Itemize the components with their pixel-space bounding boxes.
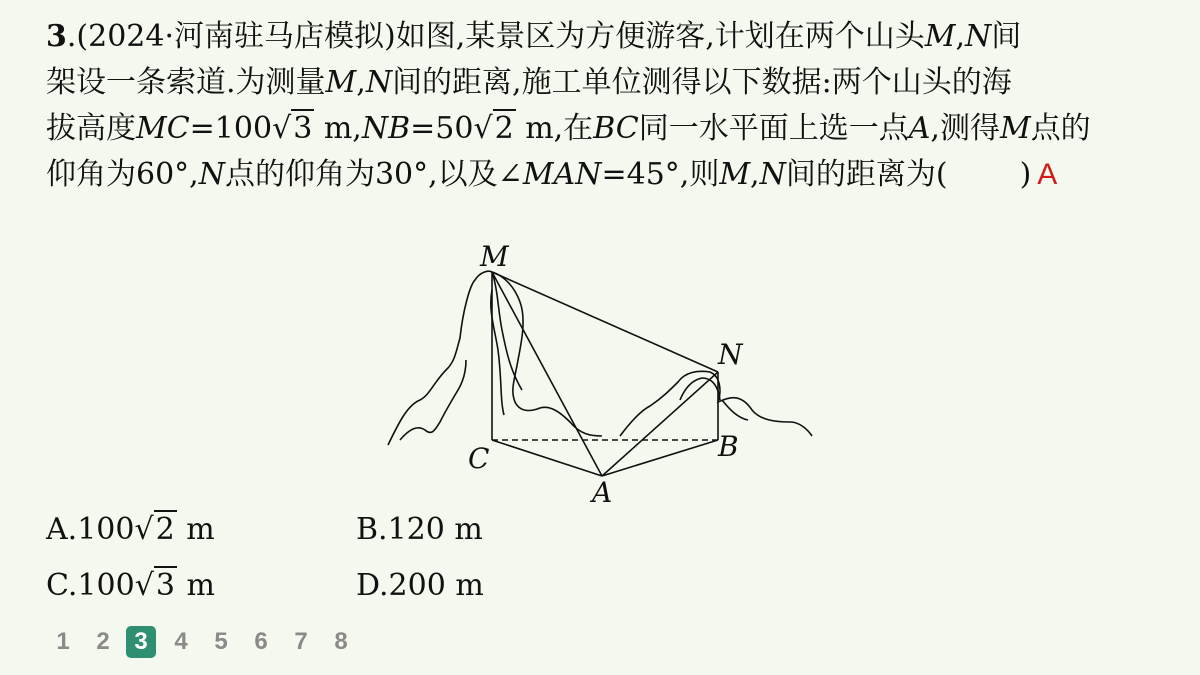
var-M: M <box>924 19 956 54</box>
var-N: N <box>198 157 225 192</box>
text-segment: 拔高度 <box>46 111 136 146</box>
option-a-unit: m <box>176 512 215 547</box>
left-mountain-inner <box>400 360 466 440</box>
var-M: M <box>325 65 357 100</box>
text-segment: m, <box>314 111 362 146</box>
page-1[interactable]: 1 <box>56 628 70 655</box>
var-N: N <box>965 19 992 54</box>
radicand: 2 <box>155 512 175 547</box>
option-d[interactable] <box>356 568 484 603</box>
right-mountain-outline <box>620 371 812 436</box>
text-segment: m,在 <box>515 111 594 146</box>
text-segment: 同一水平面上选一点 <box>638 111 909 146</box>
option-c-text: C.100 <box>46 568 135 603</box>
sqrt-symbol: √2 <box>134 512 175 547</box>
option-a-text: A.100 <box>46 512 135 547</box>
text-segment: 如图,某景区为方便游客,计划在两个山头 <box>395 19 925 54</box>
text-segment: 仰角为60°, <box>46 157 199 192</box>
var-BC: BC <box>593 111 639 146</box>
line-BA <box>602 440 718 476</box>
text-segment: =45°,则 <box>601 157 720 192</box>
answer-mark: A <box>1037 158 1058 191</box>
var-NB: NB <box>361 111 411 146</box>
text-segment: 间 <box>991 19 1022 54</box>
question-line-3 <box>46 106 1156 152</box>
label-B: B <box>718 430 739 463</box>
text-segment: 点的 <box>1030 111 1091 146</box>
text-segment: ) <box>1019 157 1032 192</box>
var-N: N <box>365 65 393 100</box>
question-source: .(2024·河南驻马店模拟) <box>66 19 396 54</box>
var-N: N <box>759 157 786 192</box>
var-A: A <box>908 111 931 146</box>
text-segment: , <box>955 19 966 54</box>
line-NA <box>602 372 718 476</box>
question-number: 3 <box>46 19 67 54</box>
var-M: M <box>999 111 1031 146</box>
question-line-1 <box>46 14 1156 60</box>
page-5[interactable]: 5 <box>214 628 228 655</box>
sqrt-symbol: √2 <box>473 111 514 146</box>
question-line-4 <box>46 152 1156 198</box>
text-segment: , <box>356 65 366 100</box>
text-segment: 架设一条索道.为测量 <box>46 65 326 100</box>
label-C: C <box>468 442 490 475</box>
sqrt-symbol: √3 <box>272 111 313 146</box>
line-MN <box>492 272 718 372</box>
radicand: 2 <box>494 111 514 146</box>
question-text <box>46 14 1156 198</box>
page-6[interactable]: 6 <box>254 628 268 655</box>
left-mountain-ridge <box>492 272 522 390</box>
option-b-text: B.120 m <box>356 512 483 547</box>
var-M: M <box>719 157 751 192</box>
label-M: M <box>480 240 509 273</box>
text-segment: 间的距离,施工单位测得以下数据:两个山头的海 <box>392 65 1012 100</box>
option-c[interactable] <box>46 568 215 603</box>
text-segment: ,测得 <box>930 111 1000 146</box>
radicand: 3 <box>155 568 175 603</box>
label-A: A <box>592 476 613 509</box>
left-mountain-outline <box>388 271 602 445</box>
text-segment: =50 <box>410 111 474 146</box>
page-2[interactable]: 2 <box>96 628 110 655</box>
text-segment: 点的仰角为30°,以及∠ <box>224 157 523 192</box>
sqrt-symbol: √3 <box>134 568 175 603</box>
page-8[interactable]: 8 <box>334 628 348 655</box>
geometry-figure <box>380 240 820 515</box>
text-segment: =100 <box>189 111 273 146</box>
radicand: 3 <box>293 111 313 146</box>
question-line-2 <box>46 60 1156 106</box>
option-d-text: D.200 m <box>356 568 484 603</box>
option-b[interactable] <box>356 512 483 547</box>
figure-svg <box>380 240 820 515</box>
option-a[interactable] <box>46 512 215 547</box>
page-4[interactable]: 4 <box>174 628 188 655</box>
text-segment: 间的距离为( <box>785 157 948 192</box>
var-MAN: MAN <box>522 157 602 192</box>
option-c-unit: m <box>176 568 215 603</box>
page-7[interactable]: 7 <box>294 628 308 655</box>
right-ridge <box>722 400 748 420</box>
label-N: N <box>718 338 743 371</box>
var-MC: MC <box>136 111 190 146</box>
text-segment: , <box>750 157 760 192</box>
page-3-current[interactable]: 3 <box>126 626 156 658</box>
